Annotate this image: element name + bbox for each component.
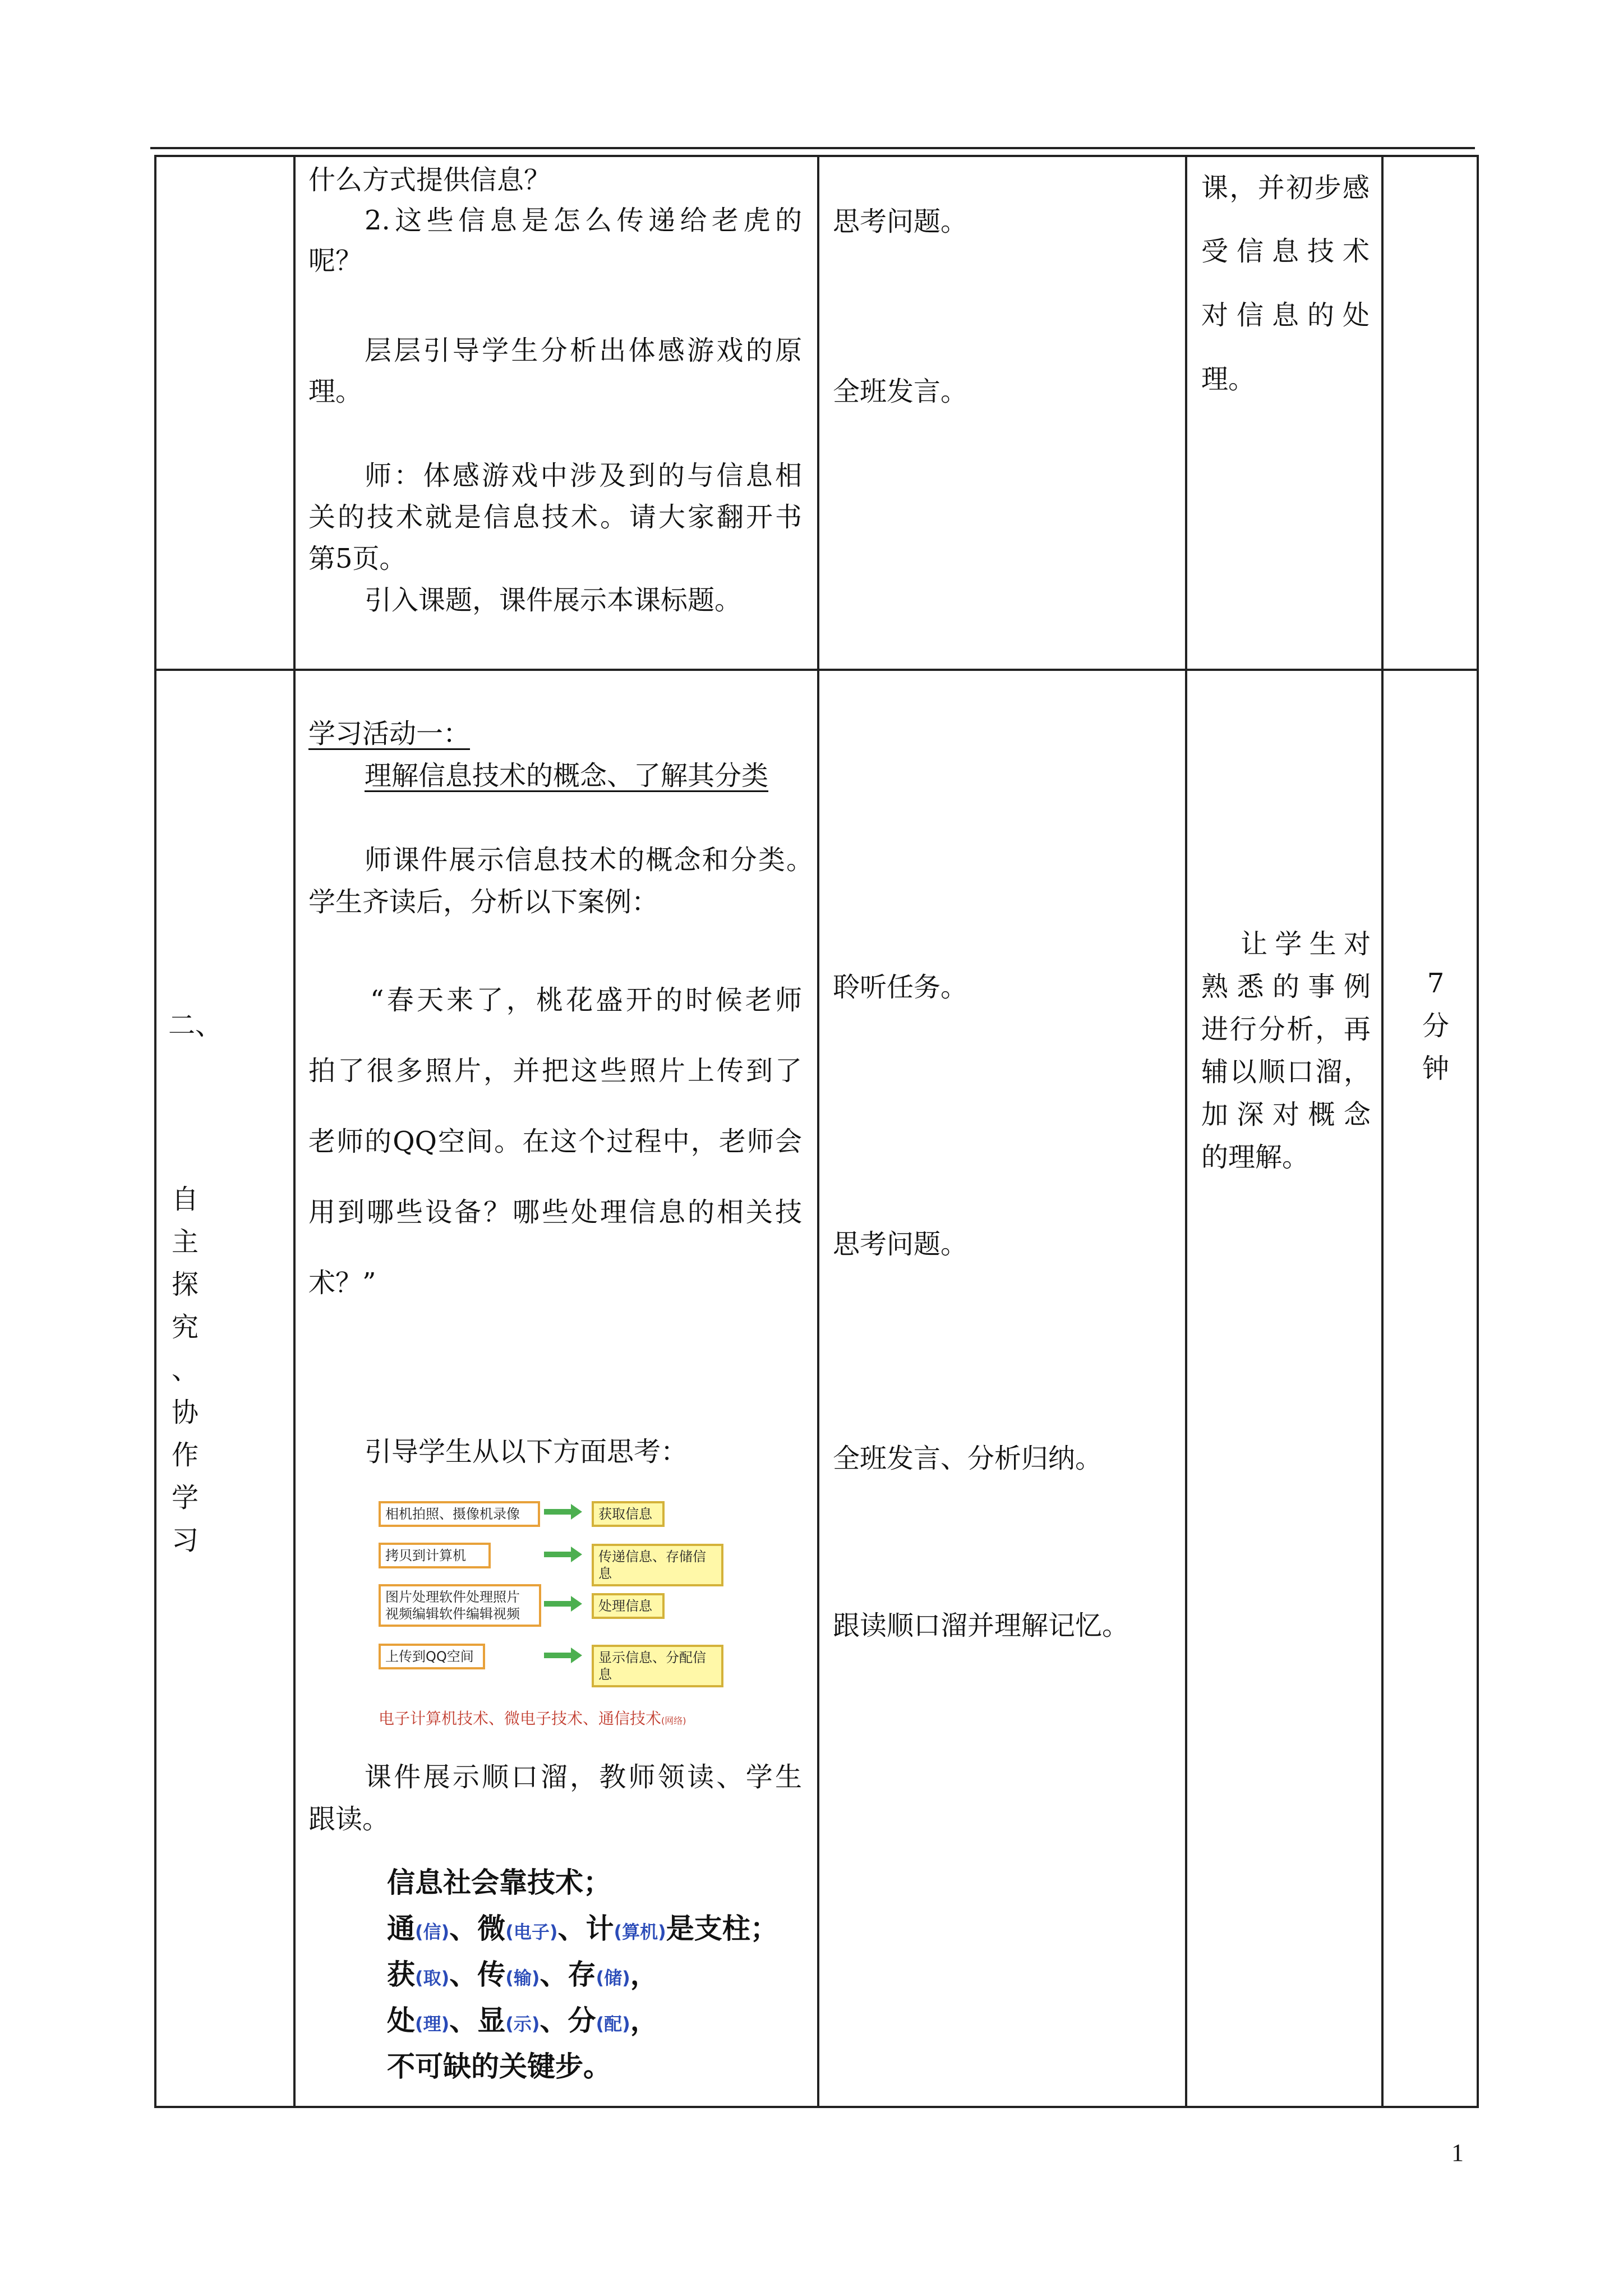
content-line: 师课件展示信息技术的概念和分类。 bbox=[365, 844, 813, 876]
content-line: 引入课题，课件展示本课标题。 bbox=[365, 585, 742, 616]
time-unit: 钟 bbox=[1422, 1053, 1449, 1084]
action-box: 上传到QQ空间 bbox=[379, 1644, 485, 1669]
result-box: 获取信息 bbox=[592, 1501, 665, 1527]
intent-line: 的理解。 bbox=[1201, 1142, 1310, 1173]
stage-char: 、 bbox=[171, 1354, 199, 1386]
content-line: 理。 bbox=[308, 376, 363, 407]
column-divider bbox=[817, 157, 819, 2106]
rhyme-line: 信息社会靠技术； bbox=[387, 1866, 611, 1899]
arrow-icon bbox=[544, 1653, 572, 1658]
arrow-icon bbox=[544, 1601, 572, 1607]
quote-line: 用到哪些设备？哪些处理信息的相关技 bbox=[308, 1197, 802, 1228]
content-line: 层层引导学生分析出体感游戏的原 bbox=[365, 335, 802, 366]
result-box: 显示信息、分配信息 bbox=[592, 1645, 723, 1687]
action-box: 拷贝到计算机 bbox=[379, 1543, 491, 1568]
content-line: 课件展示顺口溜，教师领读、学生 bbox=[365, 1761, 802, 1793]
content-line: 学生齐读后，分析以下案例： bbox=[308, 886, 659, 918]
time-unit: 分 bbox=[1422, 1010, 1449, 1042]
student-activity: 聆听任务。 bbox=[833, 972, 968, 1003]
content-line: 关的技术就是信息技术。请大家翻开书 bbox=[308, 501, 802, 533]
result-box: 处理信息 bbox=[592, 1593, 665, 1619]
stage-char: 作 bbox=[171, 1439, 199, 1471]
content-line: 师：体感游戏中涉及到的与信息相 bbox=[365, 460, 802, 491]
action-box bbox=[379, 1584, 541, 1627]
intent-line: 理。 bbox=[1201, 364, 1256, 395]
result-box: 传递信息、存储信息 bbox=[592, 1544, 723, 1586]
action-text: 视频编辑软件编辑视频 bbox=[385, 1606, 520, 1622]
stage-number: 二、 bbox=[168, 1010, 223, 1041]
student-activity: 跟读顺口溜并理解记忆。 bbox=[833, 1610, 1129, 1641]
activity-subtitle: 理解信息技术的概念、了解其分类 bbox=[365, 760, 769, 792]
student-activity: 全班发言。 bbox=[833, 376, 968, 407]
content-line: 2.这些信息是怎么传递给老虎的 bbox=[365, 205, 802, 236]
quote-line: 老师的QQ空间。在这个过程中，老师会 bbox=[308, 1126, 802, 1157]
student-activity: 思考问题。 bbox=[833, 1228, 968, 1260]
tech-note: (网络) bbox=[661, 1715, 686, 1726]
time-value: 7 bbox=[1427, 968, 1445, 999]
column-divider bbox=[293, 157, 296, 2106]
activity-title: 学习活动一： bbox=[308, 718, 471, 749]
stage-char: 自 bbox=[171, 1184, 199, 1215]
stage-char: 学 bbox=[171, 1482, 199, 1513]
action-text: 图片处理软件处理照片 bbox=[385, 1589, 520, 1605]
intent-line: 让学生对 bbox=[1241, 928, 1371, 960]
arrow-icon bbox=[544, 1509, 572, 1515]
content-line: 什么方式提供信息？ bbox=[308, 164, 551, 196]
stage-char: 主 bbox=[171, 1226, 199, 1258]
quote-line: 术？” bbox=[308, 1267, 376, 1299]
stage-char: 习 bbox=[171, 1525, 199, 1556]
tech-line bbox=[379, 1706, 686, 1729]
page-number: 1 bbox=[1451, 2139, 1464, 2166]
intent-line: 熟悉的事例 bbox=[1201, 971, 1371, 1002]
row-divider bbox=[156, 669, 1477, 671]
intent-line: 课，并初步感 bbox=[1201, 172, 1370, 204]
rhyme-line: 获(取)、传(输)、存(储)， bbox=[387, 1958, 658, 1991]
header-rule bbox=[150, 147, 1475, 149]
content-line: 跟读。 bbox=[308, 1803, 390, 1835]
intent-line: 进行分析，再 bbox=[1201, 1014, 1371, 1045]
stage-char: 究 bbox=[171, 1312, 199, 1343]
intent-line: 辅以顺口溜， bbox=[1201, 1056, 1371, 1088]
arrow-icon bbox=[544, 1552, 572, 1557]
column-divider bbox=[1381, 157, 1384, 2106]
rhyme-line: 处(理)、显(示)、分(配)， bbox=[387, 2004, 658, 2037]
content-line: 第5页。 bbox=[308, 543, 407, 574]
content-line: 呢？ bbox=[308, 245, 363, 277]
guide-line: 引导学生从以下方面思考： bbox=[365, 1436, 688, 1467]
rhyme-line: 不可缺的关键步。 bbox=[387, 2050, 611, 2083]
intent-line: 加深对概念 bbox=[1201, 1099, 1371, 1130]
student-activity: 思考问题。 bbox=[833, 206, 968, 237]
rhyme-line: 通(信)、微(电子)、计(算机)是支柱； bbox=[387, 1912, 778, 1945]
student-activity: 全班发言、分析归纳。 bbox=[833, 1443, 1103, 1474]
tech-text: 电子计算机技术、微电子技术、通信技术 bbox=[379, 1709, 662, 1728]
column-divider bbox=[1185, 157, 1187, 2106]
stage-char: 协 bbox=[171, 1397, 199, 1428]
intent-line: 对信息的处 bbox=[1201, 300, 1370, 331]
action-box: 相机拍照、摄像机录像 bbox=[379, 1501, 540, 1527]
stage-char: 探 bbox=[171, 1269, 199, 1300]
quote-line: “春天来了，桃花盛开的时候老师 bbox=[370, 984, 802, 1016]
intent-line: 受信息技术 bbox=[1201, 236, 1370, 267]
quote-line: 拍了很多照片，并把这些照片上传到了 bbox=[308, 1055, 802, 1087]
